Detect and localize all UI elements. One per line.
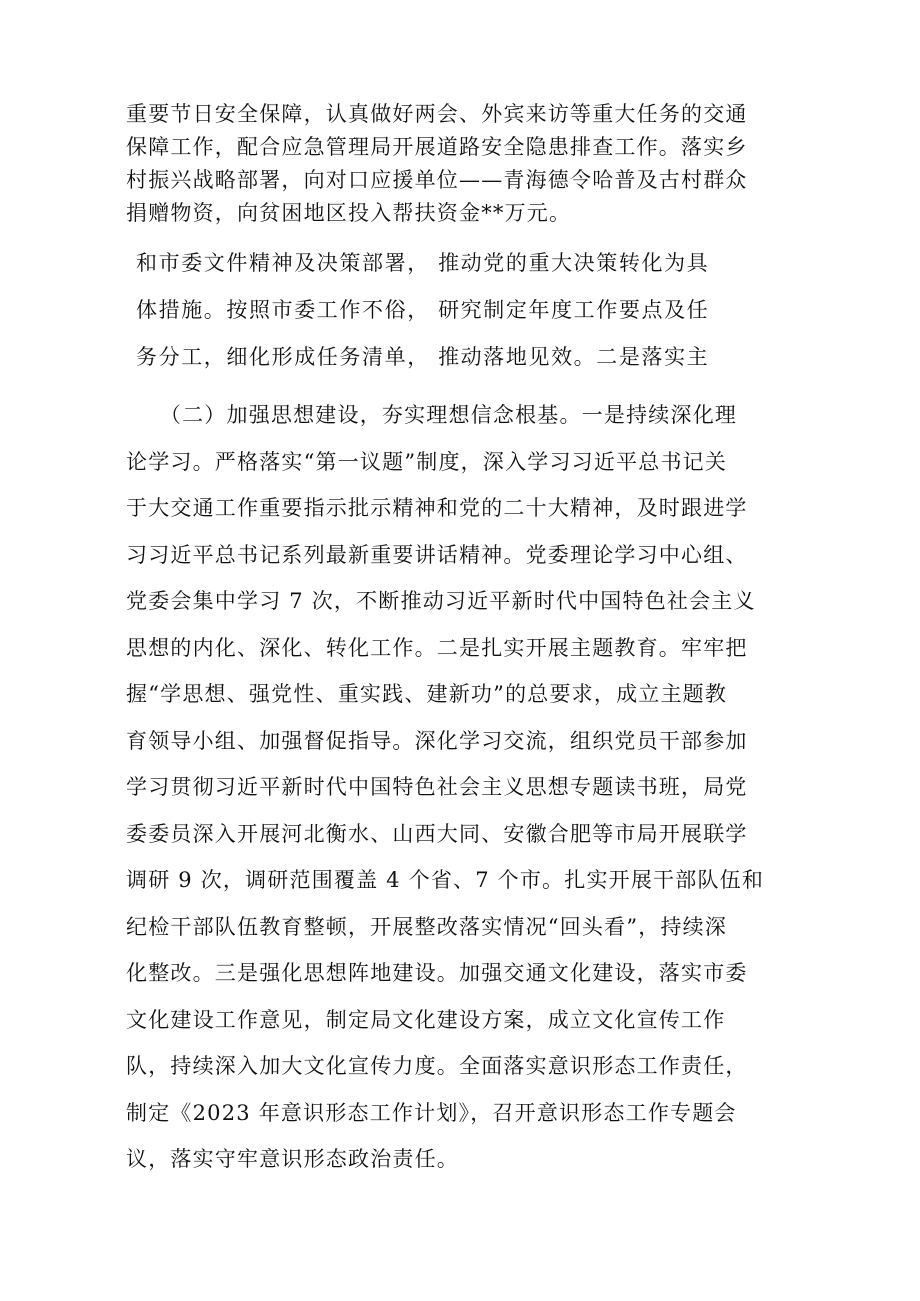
paragraph-line: 于大交通工作重要指示批示精神和党的二十大精神，及时跟进学 (126, 496, 748, 520)
paragraph-line: （二）加强思想建设，夯实理想信念根基。一是持续深化理 (126, 403, 738, 427)
paragraph-line: 村振兴战略部署，向对口应援单位——青海德令哈普及古村群众 (126, 168, 748, 192)
paragraph-line: 文化建设工作意见，制定局文化建设方案，成立文化宣传工作 (126, 1007, 726, 1032)
paragraph-line: 队，持续深入加大文化宣传力度。全面落实意识形态工作责任， (126, 1054, 748, 1078)
paragraph-line: 议，落实守牢意识形态政治责任。 (126, 1147, 459, 1171)
paragraph-section-two (126, 392, 764, 1183)
paragraph-line: 保障工作，配合应急管理局开展道路安全隐患排查工作。落实乡 (126, 135, 748, 159)
paragraph-line: 握“学思想、强党性、重实践、建新功”的总要求，成立主题教 (126, 682, 728, 706)
paragraph-line: 学习贯彻习近平新时代中国特色社会主义思想专题读书班，局党 (126, 775, 748, 799)
paragraph-line: 捐赠物资，向贫困地区投入帮扶资金**万元。 (126, 201, 572, 225)
paragraph-line: 制定《2023 年意识形态工作计划》，召开意识形态工作专题会 (126, 1100, 737, 1125)
paragraph-line: 调研 9 次，调研范围覆盖 4 个省、7 个市。扎实开展干部队伍和 (126, 868, 765, 892)
paragraph-line: 体措施。按照市委工作不俗， 研究制定年度工作要点及任 (136, 298, 710, 322)
paragraph-fragment (136, 240, 709, 381)
paragraph-line: 重要节日安全保障，认真做好两会、外宾来访等重大任务的交通 (126, 102, 748, 126)
paragraph-line: 育领导小组、加强督促指导。深化学习交流，组织党员干部参加 (126, 728, 748, 753)
paragraph-line: 习习近平总书记系列最新重要讲话精神。党委理论学习中心组、 (126, 542, 748, 567)
paragraph-line: 党委会集中学习 7 次，不断推动习近平新时代中国特色社会主义 (126, 589, 756, 613)
paragraph-line: 和市委文件精神及决策部署， 推动党的重大决策转化为具 (136, 251, 710, 275)
paragraph-line: 化整改。三是强化思想阵地建设。加强交通文化建设，落实市委 (126, 961, 748, 985)
paragraph-line: 论学习。严格落实“第一议题”制度，深入学习习近平总书记关 (126, 449, 728, 474)
paragraph-line: 务分工，细化形成任务清单， 推动落地见效。二是落实主 (136, 345, 710, 369)
paragraph-line: 思想的内化、深化、转化工作。二是扎实开展主题教育。牢牢把 (126, 635, 748, 660)
paragraph-line: 委委员深入开展河北衡水、山西大同、安徽合肥等市局开展联学 (126, 821, 748, 846)
paragraph-line: 纪检干部队伍教育整顿，开展整改落实情况“回头看”，持续深 (126, 914, 728, 939)
paragraph-top (126, 98, 748, 230)
